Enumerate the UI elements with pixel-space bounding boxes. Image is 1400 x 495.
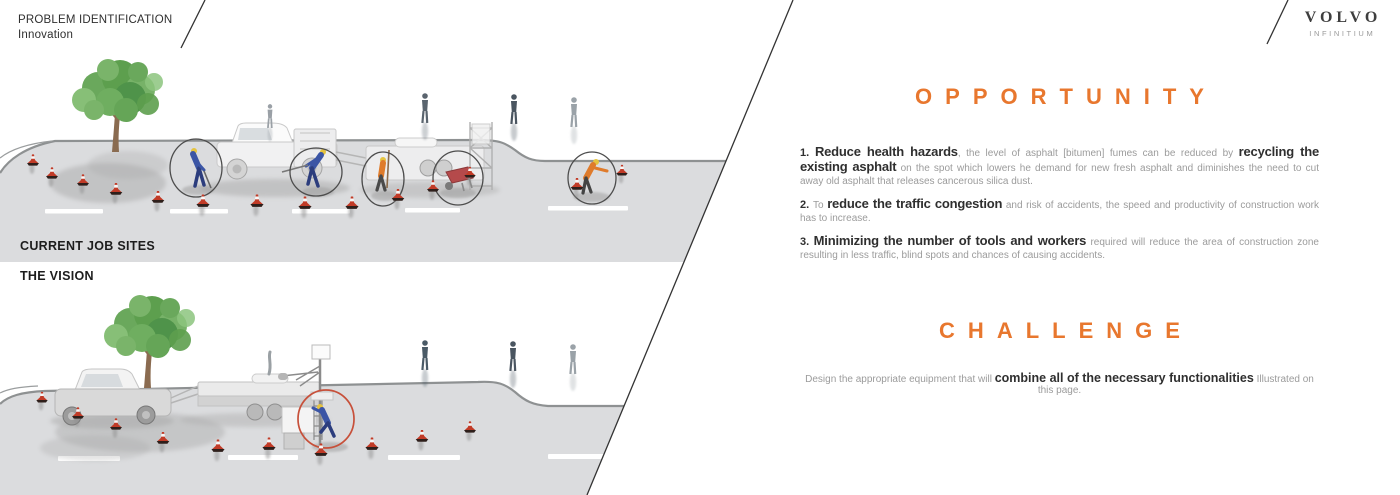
challenge-text: Illustrated on this page. (1037, 374, 1314, 396)
opportunity-section (800, 84, 1319, 262)
challenge-section (800, 318, 1319, 406)
pedestrian-icon (570, 344, 576, 391)
pedestrian-icon (422, 340, 428, 387)
opportunity-point-2 (800, 197, 1319, 225)
infinitium-subbrand: INFINITIUM (1309, 29, 1376, 38)
opportunity-point-1 (800, 145, 1319, 188)
opportunity-point-3 (800, 234, 1319, 262)
brand-block (1296, 9, 1386, 38)
pedestrian-icon (422, 93, 428, 140)
point-number: 1. (800, 147, 815, 159)
point-highlight: Minimizing the number of tools and workers (813, 233, 1087, 248)
point-highlight: recycling the existing asphalt (800, 144, 1319, 174)
point-highlight: reduce the traffic congestion (827, 196, 1003, 211)
volvo-logo: VOLVO (1304, 9, 1382, 26)
opportunity-title: OPPORTUNITY (915, 84, 1217, 109)
pedestrian-icon (510, 341, 516, 388)
right-tick-line (1267, 0, 1288, 44)
tree-icon (50, 59, 168, 203)
challenge-highlight: combine all of the necessary functionalities (994, 371, 1254, 385)
current-jobsites-label: CURRENT JOB SITES (20, 239, 155, 253)
vision-scene (0, 295, 624, 495)
pedestrian-icon (511, 94, 517, 141)
point-text: and risk of accidents, the speed and productivity of construction work has to increase. (800, 200, 1320, 224)
page-header (18, 13, 172, 43)
page-subtitle: Innovation (18, 29, 74, 41)
left-tick-line (181, 0, 205, 48)
page-kicker: PROBLEM IDENTIFICATION (18, 14, 173, 26)
point-text: , the level of asphalt [bitumen] fumes can be reduced by (957, 148, 1239, 159)
point-text: required will reduce the area of construction zone resulting in less traffic, blind spots and chances of causing accidents. (800, 237, 1319, 261)
point-text: To (813, 200, 828, 211)
point-text: on the spot which lowers he demand for new fresh asphalt and diminishes the need to cut away old asphalt that releases cancerous silica dust. (800, 163, 1319, 187)
point-number: 2. (800, 199, 814, 211)
pedestrian-icon (571, 97, 577, 144)
point-number: 3. (800, 236, 814, 248)
challenge-text: Design the appropriate equipment that will (805, 374, 995, 385)
vision-label: THE VISION (20, 269, 94, 283)
current-jobsite-scene (0, 59, 726, 262)
point-lead: Reduce health hazards (814, 144, 958, 159)
challenge-statement (800, 371, 1319, 396)
challenge-title: CHALLENGE (939, 318, 1193, 343)
